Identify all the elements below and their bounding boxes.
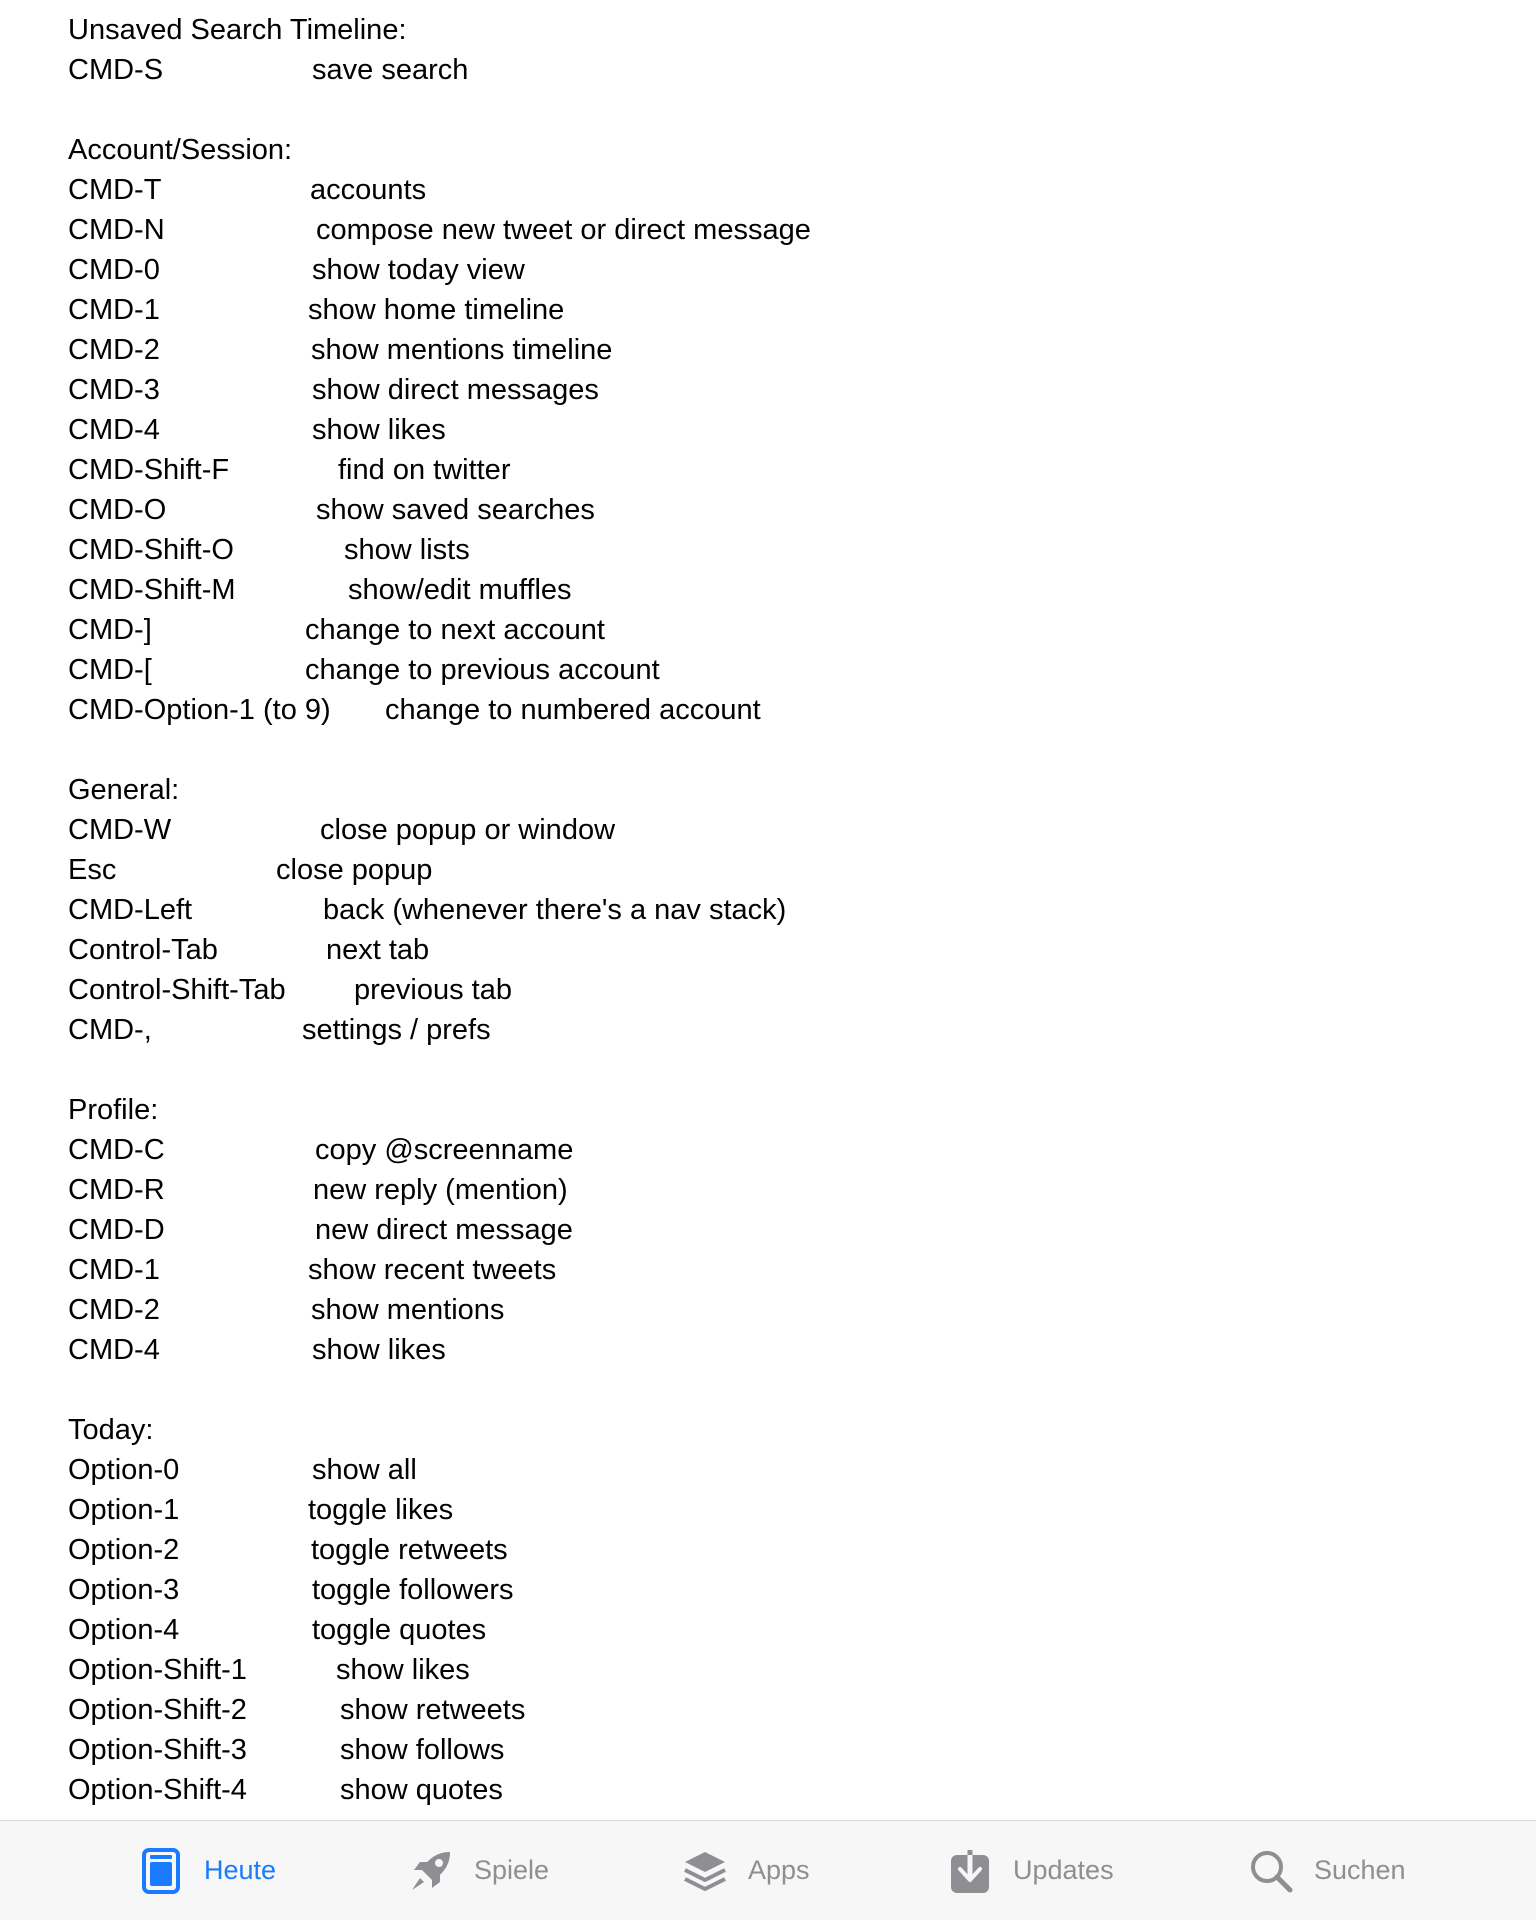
- shortcut-key: CMD-W: [68, 814, 172, 846]
- shortcut-key: Option-0: [68, 1454, 180, 1486]
- shortcut-key: CMD-1: [68, 1254, 160, 1286]
- section-spacer: [68, 1370, 1468, 1410]
- shortcut-description: new reply (mention): [313, 1174, 568, 1206]
- shortcut-description: save search: [312, 54, 469, 86]
- shortcut-key: Option-Shift-3: [68, 1734, 247, 1766]
- section-spacer: [68, 90, 1468, 130]
- shortcut-key: CMD-D: [68, 1214, 165, 1246]
- shortcut-description: show recent tweets: [308, 1254, 557, 1286]
- shortcut-description: settings / prefs: [302, 1014, 491, 1046]
- shortcut-key: CMD-T: [68, 174, 162, 206]
- shortcut-description: toggle quotes: [312, 1614, 487, 1646]
- shortcut-description: show/edit muffles: [348, 574, 572, 606]
- shortcut-key: Control-Tab: [68, 934, 218, 966]
- shortcut-row: [68, 1010, 1468, 1050]
- shortcut-description: close popup or window: [320, 814, 616, 846]
- shortcut-key: Esc: [68, 854, 117, 886]
- shortcut-key: CMD-1: [68, 294, 160, 326]
- shortcut-key: CMD-3: [68, 374, 160, 406]
- shortcut-key: Option-2: [68, 1534, 180, 1566]
- shortcut-row: [68, 1570, 1468, 1610]
- tab-updates[interactable]: [947, 1821, 1114, 1920]
- shortcut-description: find on twitter: [338, 454, 511, 486]
- shortcut-key: CMD-Option-1 (to 9): [68, 694, 331, 726]
- shortcut-description: close popup: [276, 854, 433, 886]
- shortcut-row: [68, 850, 1468, 890]
- shortcut-key: CMD-O: [68, 494, 167, 526]
- shortcut-key: CMD-2: [68, 1294, 160, 1326]
- shortcut-description: change to numbered account: [385, 694, 761, 726]
- section-heading: Today:: [68, 1414, 154, 1446]
- tab-label: Updates: [1013, 1855, 1114, 1885]
- shortcut-key: Option-4: [68, 1614, 180, 1646]
- shortcut-description: change to next account: [305, 614, 605, 646]
- shortcut-key: CMD-S: [68, 54, 164, 86]
- shortcut-key: CMD-Left: [68, 894, 193, 926]
- section-spacer: [68, 730, 1468, 770]
- shortcut-row: [68, 1490, 1468, 1530]
- shortcut-key: CMD-2: [68, 334, 160, 366]
- shortcut-key: CMD-Shift-F: [68, 454, 230, 486]
- section-heading: General:: [68, 774, 180, 806]
- shortcut-row: [68, 410, 1468, 450]
- section-heading: Profile:: [68, 1094, 159, 1126]
- shortcut-description: show direct messages: [312, 374, 599, 406]
- shortcut-description: accounts: [310, 174, 427, 206]
- shortcut-description: show mentions: [311, 1294, 505, 1326]
- shortcut-row: [68, 530, 1468, 570]
- shortcut-row: [68, 210, 1468, 250]
- shortcut-description: back (whenever there's a nav stack): [323, 894, 787, 926]
- tab-apps[interactable]: [682, 1821, 810, 1920]
- shortcut-key: Option-3: [68, 1574, 180, 1606]
- search-icon: [1248, 1845, 1294, 1897]
- section-heading: Account/Session:: [68, 134, 293, 166]
- shortcut-row: [68, 1530, 1468, 1570]
- shortcut-key: Option-Shift-2: [68, 1694, 247, 1726]
- tab-label: Suchen: [1314, 1855, 1406, 1885]
- shortcut-key: CMD-N: [68, 214, 165, 246]
- shortcut-row: [68, 930, 1468, 970]
- shortcut-key: Option-1: [68, 1494, 180, 1526]
- shortcut-row: [68, 650, 1468, 690]
- shortcut-row: [68, 810, 1468, 850]
- shortcut-row: [68, 290, 1468, 330]
- shortcut-key: CMD-4: [68, 414, 160, 446]
- shortcut-row: [68, 50, 1468, 90]
- shortcut-description: show follows: [340, 1734, 505, 1766]
- shortcut-description: toggle followers: [312, 1574, 514, 1606]
- tab-suchen[interactable]: [1248, 1821, 1406, 1920]
- shortcut-row: [68, 1770, 1468, 1810]
- shortcut-row: [68, 1210, 1468, 1250]
- tab-bar: [0, 1820, 1536, 1920]
- shortcut-key: CMD-Shift-M: [68, 574, 236, 606]
- tab-label: Apps: [748, 1855, 810, 1885]
- shortcut-key: CMD-]: [68, 614, 152, 646]
- shortcut-row: [68, 610, 1468, 650]
- shortcut-description: show likes: [336, 1654, 470, 1686]
- shortcut-key: CMD-[: [68, 654, 152, 686]
- shortcut-row: [68, 370, 1468, 410]
- section-heading: Unsaved Search Timeline:: [68, 14, 407, 46]
- shortcut-key: CMD-R: [68, 1174, 165, 1206]
- shortcut-description: show home timeline: [308, 294, 565, 326]
- shortcut-row: [68, 890, 1468, 930]
- shortcut-row: [68, 250, 1468, 290]
- shortcut-description: show today view: [312, 254, 525, 286]
- shortcut-key: Option-Shift-1: [68, 1654, 247, 1686]
- shortcut-description: show quotes: [340, 1774, 503, 1806]
- shortcut-row: [68, 1330, 1468, 1370]
- shortcut-description: show retweets: [340, 1694, 526, 1726]
- shortcut-row: [68, 1170, 1468, 1210]
- shortcut-description: toggle likes: [308, 1494, 454, 1526]
- tab-spiele[interactable]: [408, 1821, 549, 1920]
- shortcut-key: Control-Shift-Tab: [68, 974, 286, 1006]
- shortcut-row: [68, 1450, 1468, 1490]
- shortcut-description: show likes: [312, 414, 446, 446]
- shortcut-description: show lists: [344, 534, 470, 566]
- shortcut-row: [68, 450, 1468, 490]
- shortcut-key: CMD-,: [68, 1014, 152, 1046]
- shortcut-description: toggle retweets: [311, 1534, 508, 1566]
- rocket-icon: [408, 1845, 454, 1897]
- shortcut-key: Option-Shift-4: [68, 1774, 247, 1806]
- today-icon: [138, 1845, 184, 1897]
- shortcut-row: [68, 690, 1468, 730]
- shortcut-key: CMD-4: [68, 1334, 160, 1366]
- shortcut-row: [68, 970, 1468, 1010]
- shortcut-row: [68, 170, 1468, 210]
- tab-heute[interactable]: [138, 1821, 276, 1920]
- shortcut-row: [68, 1610, 1468, 1650]
- tab-label: Spiele: [474, 1855, 550, 1885]
- shortcut-description: copy @screenname: [315, 1134, 574, 1166]
- section-spacer: [68, 1050, 1468, 1090]
- shortcut-list: [68, 10, 1468, 1810]
- shortcut-description: previous tab: [354, 974, 512, 1006]
- shortcut-row: [68, 570, 1468, 610]
- shortcut-description: show mentions timeline: [311, 334, 613, 366]
- shortcut-key: CMD-0: [68, 254, 160, 286]
- shortcut-description: new direct message: [315, 1214, 573, 1246]
- shortcut-description: show likes: [312, 1334, 446, 1366]
- shortcut-row: [68, 1250, 1468, 1290]
- shortcut-row: [68, 1130, 1468, 1170]
- shortcut-row: [68, 330, 1468, 370]
- shortcut-row: [68, 1290, 1468, 1330]
- shortcut-description: next tab: [326, 934, 430, 966]
- shortcut-row: [68, 1690, 1468, 1730]
- shortcut-description: show saved searches: [316, 494, 595, 526]
- shortcut-row: [68, 1650, 1468, 1690]
- shortcut-description: change to previous account: [305, 654, 660, 686]
- shortcut-key: CMD-C: [68, 1134, 165, 1166]
- tab-label: Heute: [204, 1855, 277, 1885]
- shortcut-description: show all: [312, 1454, 417, 1486]
- download-icon: [947, 1845, 993, 1897]
- apps-stack-icon: [682, 1845, 728, 1897]
- shortcut-description: compose new tweet or direct message: [316, 214, 811, 246]
- shortcut-key: CMD-Shift-O: [68, 534, 234, 566]
- shortcut-row: [68, 490, 1468, 530]
- shortcut-row: [68, 1730, 1468, 1770]
